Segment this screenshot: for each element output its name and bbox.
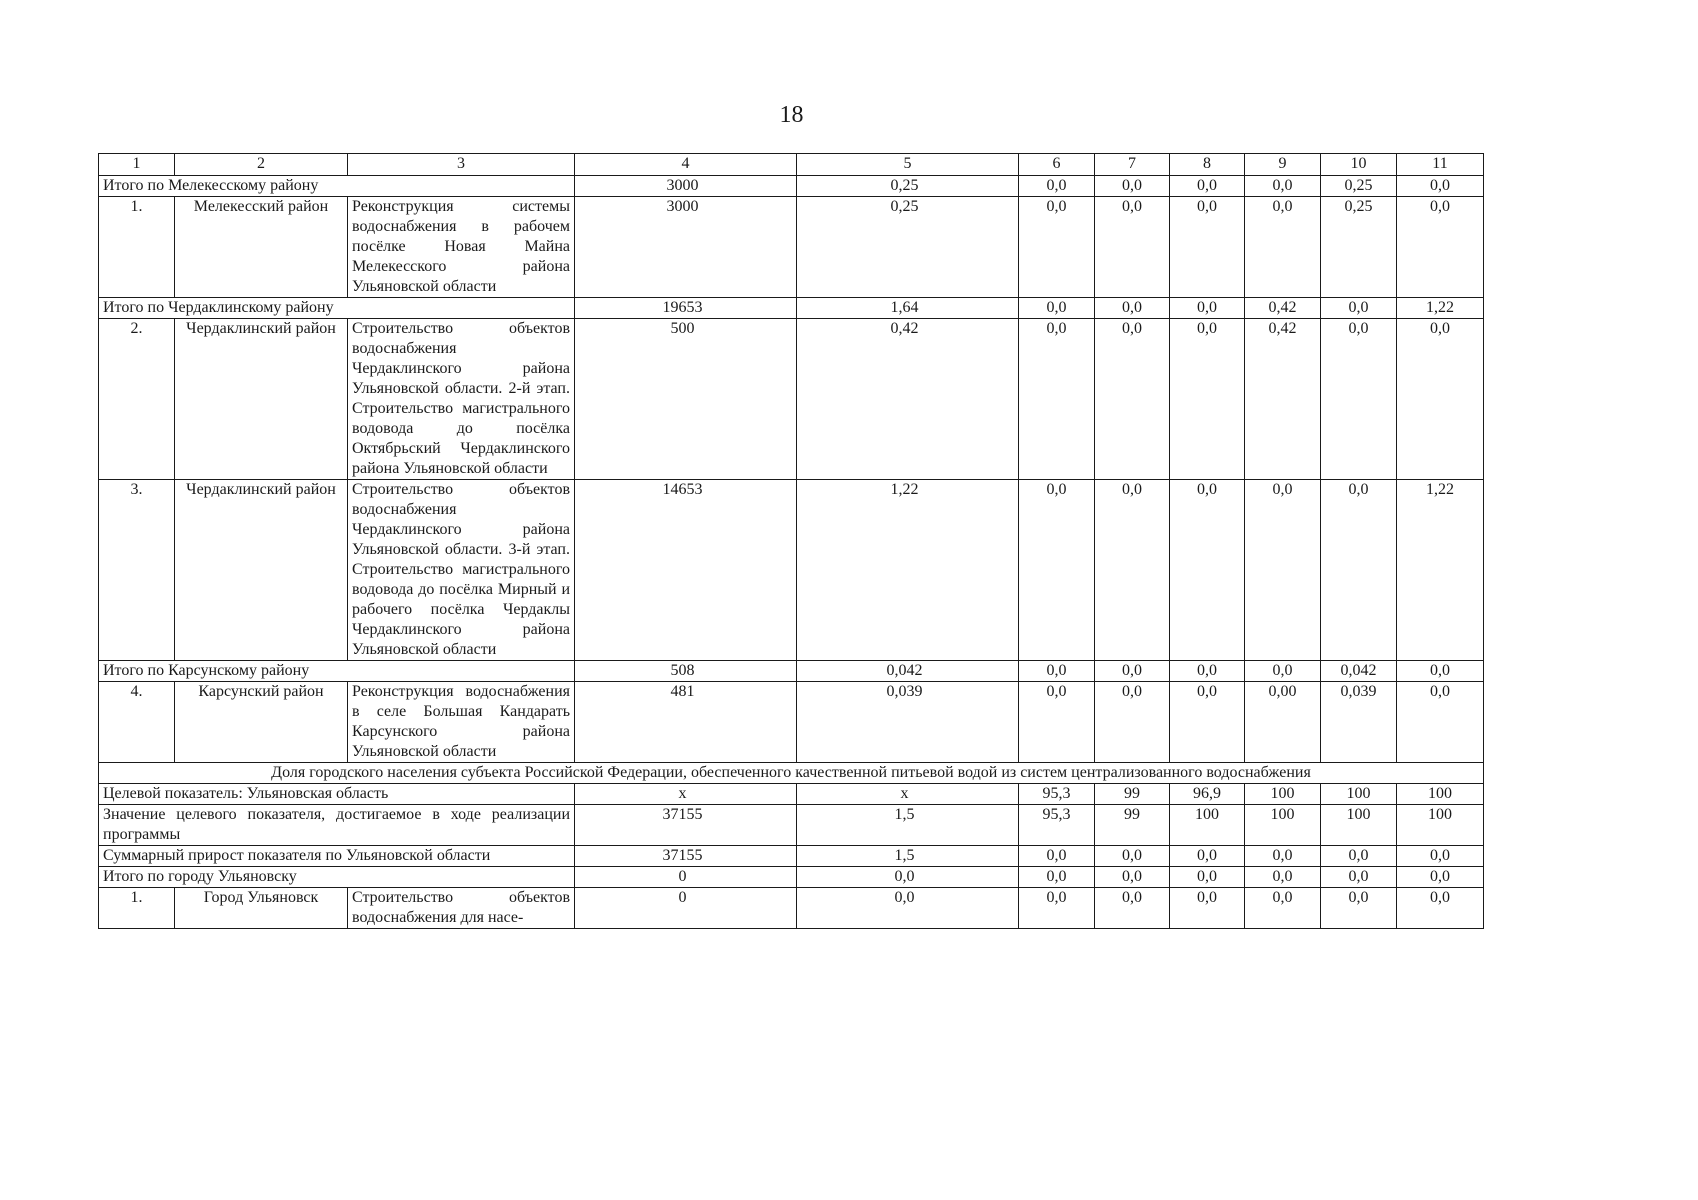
value-cell: 0,0 [1321,480,1397,661]
project-description: Реконструкция системы водоснабжения в рабочем посёлке Новая Майна Мелекесского района Ульяновской области [348,197,575,298]
value-cell: 0,0 [1245,197,1321,298]
value-cell: 0,0 [1019,682,1095,763]
value-cell: 37155 [575,846,797,867]
value-cell: 1,64 [797,298,1019,319]
value-cell: 0,0 [1397,197,1484,298]
value-cell: 481 [575,682,797,763]
total-label: Итого по Мелекесскому району [99,176,575,197]
value-cell: 0,0 [1397,888,1484,929]
value-cell: 0,0 [1095,846,1170,867]
value-cell: 0,0 [1019,867,1095,888]
district-name: Чердаклинский район [175,319,348,480]
value-cell: 0,042 [1321,661,1397,682]
value-cell: 0,0 [1095,661,1170,682]
value-cell: 14653 [575,480,797,661]
value-cell: 100 [1245,805,1321,846]
program-table [98,153,1484,929]
header-cell: 9 [1245,154,1321,176]
section-row [99,763,1484,784]
row-number: 1. [99,197,175,298]
header-cell: 2 [175,154,348,176]
total-row [99,176,1484,197]
value-cell: 0,0 [1321,888,1397,929]
header-cell: 3 [348,154,575,176]
total-row [99,867,1484,888]
value-cell: 0,0 [797,867,1019,888]
total-label: Итого по Чердаклинскому району [99,298,575,319]
total-label: Итого по Карсунскому району [99,661,575,682]
value-cell: 0,00 [1245,682,1321,763]
value-cell: 19653 [575,298,797,319]
value-cell: 0 [575,867,797,888]
value-cell: 0,25 [1321,197,1397,298]
header-cell: 4 [575,154,797,176]
value-cell: 0,042 [797,661,1019,682]
value-cell: 508 [575,661,797,682]
value-cell: 0,0 [1019,661,1095,682]
value-cell: 1,5 [797,805,1019,846]
total-label: Значение целевого показателя, достигаемое в ходе реализации программы [99,805,575,846]
header-cell: 11 [1397,154,1484,176]
value-cell: 0,42 [1245,298,1321,319]
value-cell: 0,0 [1019,846,1095,867]
header-cell: 5 [797,154,1019,176]
total-row [99,846,1484,867]
project-description: Строительство объектов водоснабжения для насе- [348,888,575,929]
value-cell: х [575,784,797,805]
table-row [99,319,1484,480]
value-cell: 1,5 [797,846,1019,867]
value-cell: 0,0 [1397,867,1484,888]
table-row [99,682,1484,763]
header-row [99,154,1484,176]
project-description: Строительство объектов водоснабжения Чердаклинского района Ульяновской области. 2-й этап. Строительство магистрального водовода до посёлка Октябрьский Чердаклинского района Ульяновской области [348,319,575,480]
value-cell: 0,0 [1397,661,1484,682]
value-cell: 0,0 [1019,319,1095,480]
value-cell: 0,0 [1095,176,1170,197]
total-row [99,805,1484,846]
value-cell: 0,0 [1019,298,1095,319]
value-cell: 0,0 [1245,888,1321,929]
value-cell: 0,0 [1170,480,1245,661]
value-cell: 0,0 [1170,298,1245,319]
page-number: 18 [779,102,804,128]
value-cell: 100 [1321,784,1397,805]
value-cell: 99 [1095,784,1170,805]
value-cell: 0,0 [1245,846,1321,867]
value-cell: 0,0 [1170,846,1245,867]
total-label: Итого по городу Ульяновску [99,867,575,888]
value-cell: 37155 [575,805,797,846]
total-label: Целевой показатель: Ульяновская область [99,784,575,805]
value-cell: 96,9 [1170,784,1245,805]
value-cell: 0,0 [1245,480,1321,661]
total-row [99,784,1484,805]
value-cell: 0,0 [1170,682,1245,763]
table-row [99,197,1484,298]
value-cell: 0,0 [1095,298,1170,319]
value-cell: 0,0 [797,888,1019,929]
row-number: 4. [99,682,175,763]
value-cell: 0,0 [1019,480,1095,661]
value-cell: 95,3 [1019,805,1095,846]
value-cell: 100 [1170,805,1245,846]
value-cell: 0,0 [1245,176,1321,197]
total-label: Суммарный прирост показателя по Ульяновской области [99,846,575,867]
row-number: 2. [99,319,175,480]
value-cell: 0,0 [1019,176,1095,197]
value-cell: 0,0 [1095,867,1170,888]
value-cell: 0,0 [1170,661,1245,682]
value-cell: 0,0 [1321,846,1397,867]
value-cell: 100 [1397,784,1484,805]
value-cell: х [797,784,1019,805]
row-number: 1. [99,888,175,929]
value-cell: 0,0 [1397,176,1484,197]
project-description: Строительство объектов водоснабжения Чердаклинского района Ульяновской области. 3-й этап. Строительство магистрального водовода до посёлка Мирный и рабочего посёлка Чердаклы Чердаклинского района Ульяновской области [348,480,575,661]
section-title: Доля городского населения субъекта Российской Федерации, обеспеченного качественной питьевой водой из систем централизованного водоснабжения [99,763,1484,784]
value-cell: 1,22 [1397,298,1484,319]
value-cell: 100 [1397,805,1484,846]
value-cell: 0,0 [1019,888,1095,929]
value-cell: 3000 [575,197,797,298]
value-cell: 0,0 [1321,298,1397,319]
value-cell: 0,0 [1245,661,1321,682]
value-cell: 0,0 [1397,319,1484,480]
value-cell: 0 [575,888,797,929]
district-name: Карсунский район [175,682,348,763]
project-description: Реконструкция водоснабжения в селе Большая Кандарать Карсунского района Ульяновской области [348,682,575,763]
value-cell: 100 [1245,784,1321,805]
value-cell: 0,25 [1321,176,1397,197]
value-cell: 0,039 [797,682,1019,763]
table-body [99,154,1484,929]
header-cell: 10 [1321,154,1397,176]
value-cell: 500 [575,319,797,480]
value-cell: 0,0 [1397,682,1484,763]
row-number: 3. [99,480,175,661]
value-cell: 100 [1321,805,1397,846]
table-row [99,480,1484,661]
value-cell: 0,039 [1321,682,1397,763]
value-cell: 95,3 [1019,784,1095,805]
value-cell: 3000 [575,176,797,197]
district-name: Мелекесский район [175,197,348,298]
value-cell: 99 [1095,805,1170,846]
header-cell: 8 [1170,154,1245,176]
value-cell: 0,42 [1245,319,1321,480]
value-cell: 0,0 [1019,197,1095,298]
value-cell: 0,25 [797,197,1019,298]
district-name: Чердаклинский район [175,480,348,661]
value-cell: 0,0 [1095,888,1170,929]
total-row [99,298,1484,319]
value-cell: 0,0 [1321,867,1397,888]
value-cell: 0,0 [1245,867,1321,888]
value-cell: 0,0 [1170,176,1245,197]
program-table-wrapper [98,153,1484,929]
header-cell: 6 [1019,154,1095,176]
value-cell: 0,42 [797,319,1019,480]
value-cell: 0,0 [1397,846,1484,867]
value-cell: 0,0 [1170,197,1245,298]
value-cell: 0,0 [1095,480,1170,661]
value-cell: 1,22 [1397,480,1484,661]
value-cell: 0,0 [1170,867,1245,888]
table-row [99,888,1484,929]
district-name: Город Ульяновск [175,888,348,929]
value-cell: 0,0 [1170,888,1245,929]
value-cell: 0,0 [1170,319,1245,480]
value-cell: 0,0 [1321,319,1397,480]
total-row [99,661,1484,682]
value-cell: 1,22 [797,480,1019,661]
value-cell: 0,0 [1095,197,1170,298]
value-cell: 0,0 [1095,319,1170,480]
value-cell: 0,25 [797,176,1019,197]
value-cell: 0,0 [1095,682,1170,763]
header-cell: 7 [1095,154,1170,176]
header-cell: 1 [99,154,175,176]
